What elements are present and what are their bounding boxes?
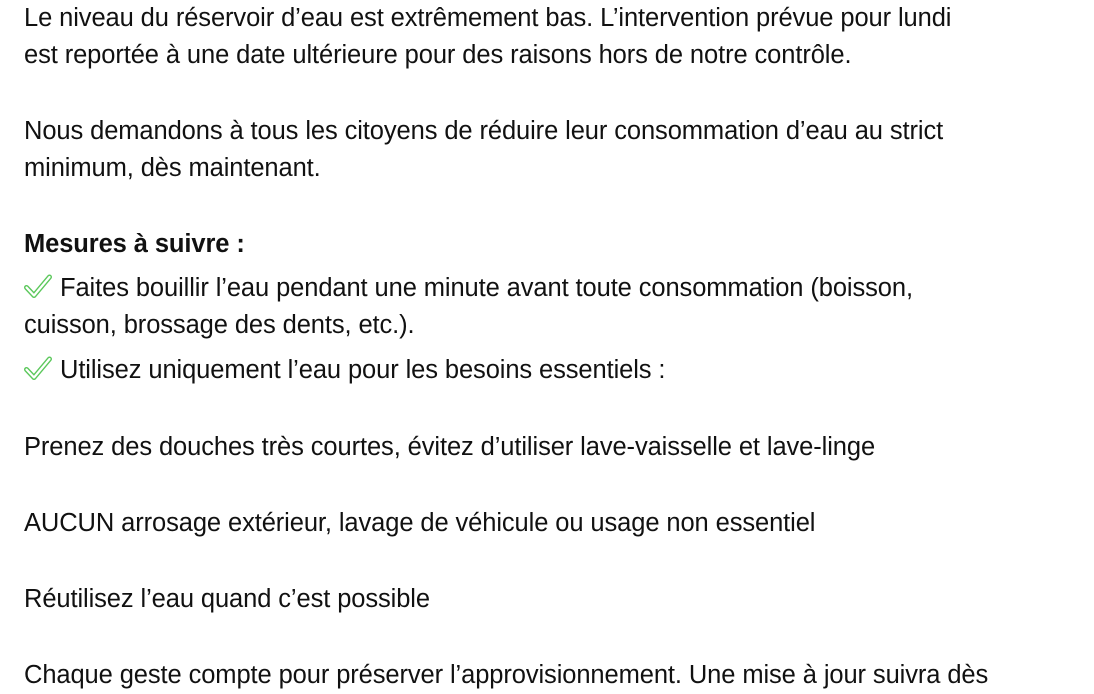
- checklist-item-text: Faites bouillir l’eau pendant une minute avant toute consommation (boisson,: [60, 274, 913, 302]
- checklist-item-text: Utilisez uniquement l’eau pour les besoins essentiels :: [60, 356, 666, 384]
- request-line-1: Nous demandons à tous les citoyens de réduire leur consommation d’eau au strict: [24, 117, 944, 145]
- checkmark-icon: [24, 356, 52, 382]
- notice-line-2: est reportée à une date ultérieure pour des raisons hors de notre contrôle.: [24, 41, 852, 69]
- checkmark-icon: [24, 274, 52, 300]
- request-paragraph: [24, 113, 943, 187]
- checklist-item: [24, 270, 913, 344]
- notice-paragraph: [24, 0, 951, 74]
- checklist-item: [24, 352, 665, 389]
- measure-item: Prenez des douches très courtes, évitez d’utiliser lave-vaisselle et lave-linge: [24, 433, 876, 461]
- request-line-2: minimum, dès maintenant.: [24, 154, 321, 182]
- measure-item: AUCUN arrosage extérieur, lavage de véhicule ou usage non essentiel: [24, 509, 816, 537]
- measures-heading: Mesures à suivre :: [24, 230, 245, 258]
- notice-line-1: Le niveau du réservoir d’eau est extrêmement bas. L’intervention prévue pour lundi: [24, 4, 952, 32]
- closing-paragraph: Chaque geste compte pour préserver l’approvisionnement. Une mise à jour suivra dès: [24, 661, 989, 689]
- measure-item: Réutilisez l’eau quand c’est possible: [24, 585, 430, 613]
- checklist-item-text-continued: cuisson, brossage des dents, etc.).: [24, 311, 415, 339]
